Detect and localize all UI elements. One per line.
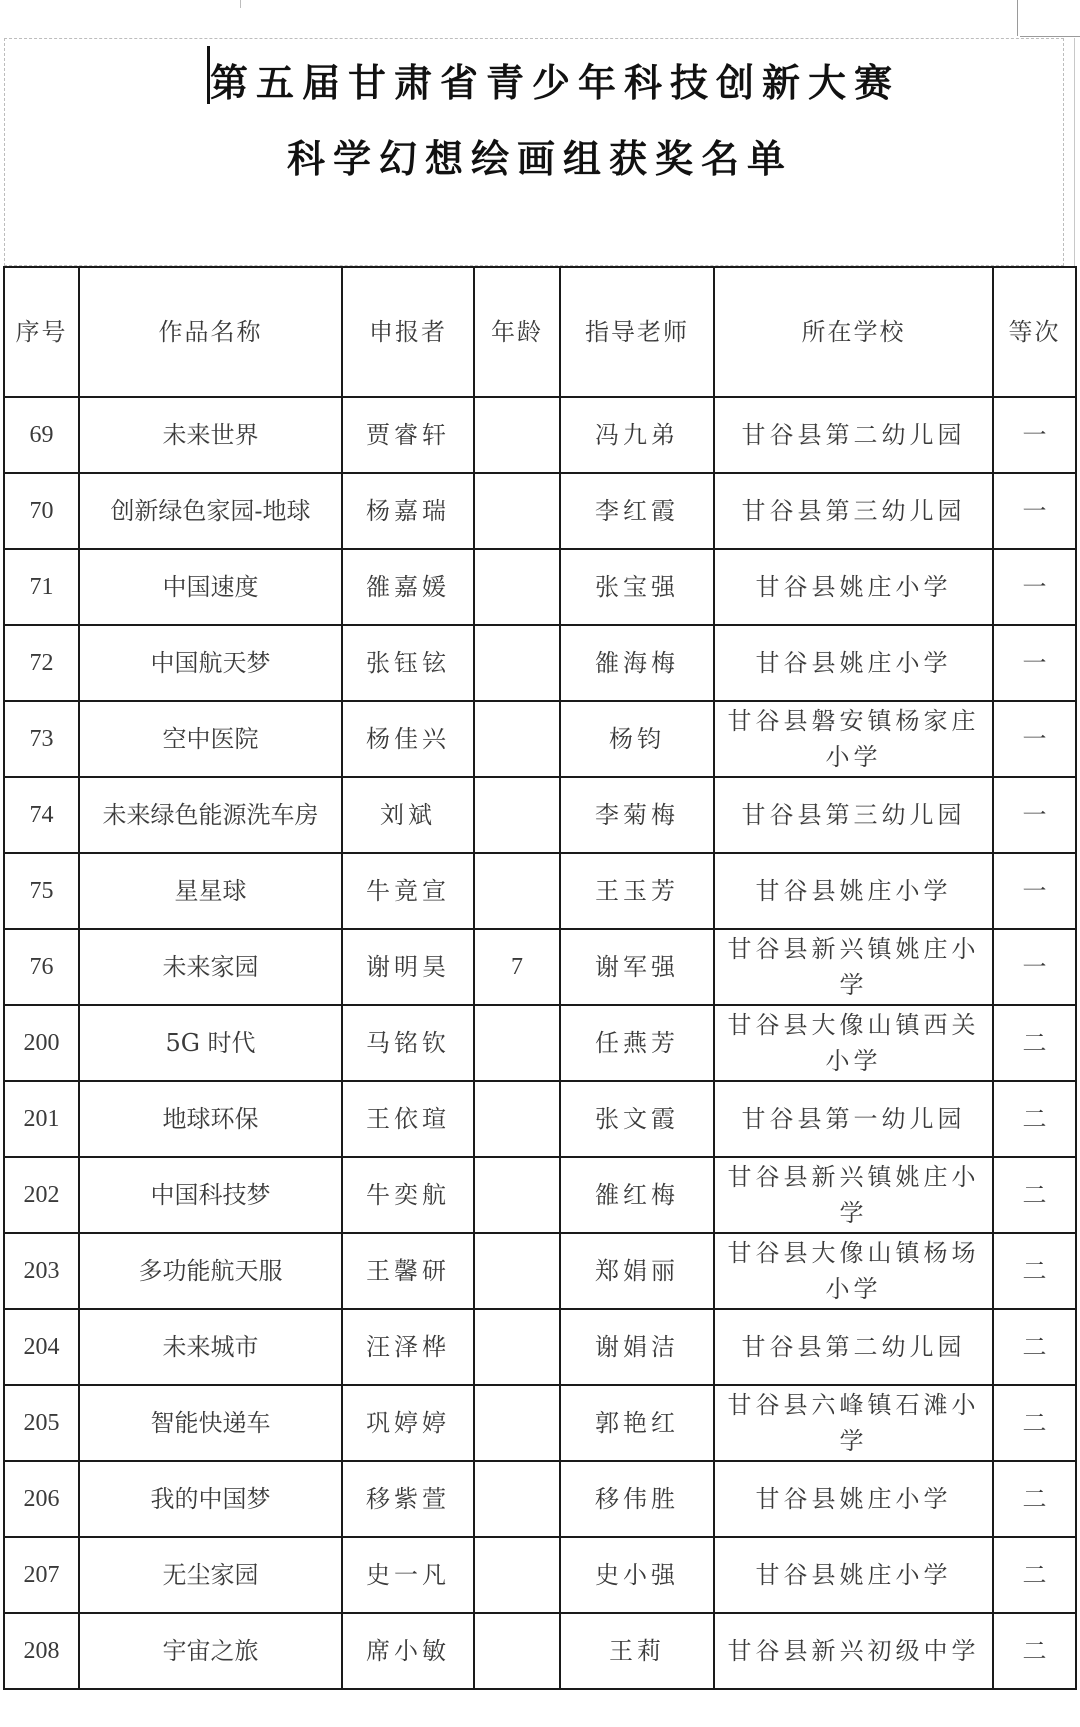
cell-grade: 二 (993, 1537, 1076, 1613)
cell-applicant: 王馨研 (342, 1233, 474, 1309)
cell-grade: 二 (993, 1157, 1076, 1233)
cell-grade: 二 (993, 1233, 1076, 1309)
cell-work: 星星球 (79, 853, 342, 929)
cell-age: 7 (474, 929, 560, 1005)
cell-applicant: 贾睿轩 (342, 397, 474, 473)
table-row (4, 1461, 1076, 1537)
header-age: 年龄 (474, 267, 560, 397)
cell-school: 甘谷县姚庄小学 (714, 625, 993, 701)
cell-teacher: 史小强 (560, 1537, 714, 1613)
cell-age (474, 397, 560, 473)
cell-teacher: 移伟胜 (560, 1461, 714, 1537)
cell-work: 未来城市 (79, 1309, 342, 1385)
cell-seq: 69 (4, 397, 79, 473)
cell-grade: 一 (993, 397, 1076, 473)
cell-applicant: 汪泽桦 (342, 1309, 474, 1385)
cell-seq: 200 (4, 1005, 79, 1081)
cell-teacher: 张宝强 (560, 549, 714, 625)
header-seq: 序号 (4, 267, 79, 397)
cell-grade: 二 (993, 1461, 1076, 1537)
cell-work: 宇宙之旅 (79, 1613, 342, 1689)
cell-grade: 一 (993, 777, 1076, 853)
cell-teacher: 李红霞 (560, 473, 714, 549)
table-row (4, 1537, 1076, 1613)
table-row (4, 701, 1076, 777)
cell-teacher: 郑娟丽 (560, 1233, 714, 1309)
crop-mark (240, 0, 241, 8)
cell-school: 甘谷县新兴镇姚庄小学 (714, 929, 993, 1005)
cell-teacher: 雒海梅 (560, 625, 714, 701)
table-row (4, 1157, 1076, 1233)
cell-age (474, 625, 560, 701)
cell-seq: 70 (4, 473, 79, 549)
cell-applicant: 牛竟宣 (342, 853, 474, 929)
cell-school: 甘谷县姚庄小学 (714, 1461, 993, 1537)
table-body (4, 397, 1076, 1689)
table-row (4, 1613, 1076, 1689)
cell-school: 甘谷县第三幼儿园 (714, 473, 993, 549)
cell-school: 甘谷县大像山镇杨场小学 (714, 1233, 993, 1309)
cell-grade: 二 (993, 1613, 1076, 1689)
cell-work: 无尘家园 (79, 1537, 342, 1613)
cell-seq: 207 (4, 1537, 79, 1613)
cell-seq: 202 (4, 1157, 79, 1233)
cell-age (474, 1461, 560, 1537)
cell-age (474, 1157, 560, 1233)
cell-age (474, 853, 560, 929)
cell-applicant: 谢明昊 (342, 929, 474, 1005)
cell-grade: 二 (993, 1309, 1076, 1385)
cell-teacher: 王玉芳 (560, 853, 714, 929)
cell-school: 甘谷县第三幼儿园 (714, 777, 993, 853)
cell-grade: 二 (993, 1385, 1076, 1461)
cell-seq: 74 (4, 777, 79, 853)
awards-table (3, 266, 1077, 1690)
cell-work: 未来绿色能源洗车房 (79, 777, 342, 853)
cell-age (474, 473, 560, 549)
cell-seq: 76 (4, 929, 79, 1005)
cell-applicant: 马铭钦 (342, 1005, 474, 1081)
cell-seq: 201 (4, 1081, 79, 1157)
cell-age (474, 701, 560, 777)
cell-age (474, 1081, 560, 1157)
cell-seq: 72 (4, 625, 79, 701)
header-row (4, 267, 1076, 397)
table-row (4, 397, 1076, 473)
cell-work: 中国科技梦 (79, 1157, 342, 1233)
header-teacher: 指导老师 (560, 267, 714, 397)
cell-work: 未来世界 (79, 397, 342, 473)
cell-age (474, 549, 560, 625)
header-grade: 等次 (993, 267, 1076, 397)
cell-grade: 二 (993, 1081, 1076, 1157)
cell-grade: 二 (993, 1005, 1076, 1081)
cell-work: 中国航天梦 (79, 625, 342, 701)
cell-work: 创新绿色家园-地球 (79, 473, 342, 549)
cell-applicant: 刘斌 (342, 777, 474, 853)
cell-seq: 204 (4, 1309, 79, 1385)
cell-school: 甘谷县第二幼儿园 (714, 397, 993, 473)
cell-applicant: 巩婷婷 (342, 1385, 474, 1461)
cell-seq: 208 (4, 1613, 79, 1689)
cell-work: 未来家园 (79, 929, 342, 1005)
cell-work: 地球环保 (79, 1081, 342, 1157)
cell-seq: 73 (4, 701, 79, 777)
cell-grade: 一 (993, 473, 1076, 549)
cell-teacher: 雒红梅 (560, 1157, 714, 1233)
cell-teacher: 李菊梅 (560, 777, 714, 853)
cell-applicant: 史一凡 (342, 1537, 474, 1613)
cell-age (474, 777, 560, 853)
cell-applicant: 张钰铉 (342, 625, 474, 701)
cell-applicant: 杨佳兴 (342, 701, 474, 777)
cell-age (474, 1385, 560, 1461)
cell-applicant: 席小敏 (342, 1613, 474, 1689)
cell-age (474, 1613, 560, 1689)
table-row (4, 625, 1076, 701)
table-row (4, 1005, 1076, 1081)
cell-grade: 一 (993, 549, 1076, 625)
cell-teacher: 张文霞 (560, 1081, 714, 1157)
cell-age (474, 1537, 560, 1613)
cell-seq: 75 (4, 853, 79, 929)
table-row (4, 853, 1076, 929)
cell-school: 甘谷县大像山镇西关小学 (714, 1005, 993, 1081)
table-row (4, 1385, 1076, 1461)
document-subtitle: 科学幻想绘画组获奖名单 (286, 136, 793, 181)
table-row (4, 1233, 1076, 1309)
crop-mark (1020, 36, 1080, 37)
cell-teacher: 任燕芳 (560, 1005, 714, 1081)
cell-school: 甘谷县姚庄小学 (714, 853, 993, 929)
cell-applicant: 王依瑄 (342, 1081, 474, 1157)
cell-seq: 206 (4, 1461, 79, 1537)
cell-applicant: 移紫萱 (342, 1461, 474, 1537)
cell-school: 甘谷县新兴镇姚庄小学 (714, 1157, 993, 1233)
cell-teacher: 谢娟洁 (560, 1309, 714, 1385)
cell-school: 甘谷县姚庄小学 (714, 1537, 993, 1613)
cell-work: 智能快递车 (79, 1385, 342, 1461)
table-row (4, 1309, 1076, 1385)
table-row (4, 473, 1076, 549)
document-title: 第五届甘肃省青少年科技创新大赛 (209, 60, 900, 105)
cell-age (474, 1005, 560, 1081)
cell-school: 甘谷县姚庄小学 (714, 549, 993, 625)
cell-teacher: 王莉 (560, 1613, 714, 1689)
cell-work: 空中医院 (79, 701, 342, 777)
header-applicant: 申报者 (342, 267, 474, 397)
cell-age (474, 1309, 560, 1385)
cell-work: 多功能航天服 (79, 1233, 342, 1309)
header-school: 所在学校 (714, 267, 993, 397)
table-row (4, 1081, 1076, 1157)
cell-school: 甘谷县六峰镇石滩小学 (714, 1385, 993, 1461)
cell-seq: 203 (4, 1233, 79, 1309)
cell-work: 中国速度 (79, 549, 342, 625)
header-work: 作品名称 (79, 267, 342, 397)
cell-work: 5G 时代 (79, 1005, 342, 1081)
cell-applicant: 雒嘉媛 (342, 549, 474, 625)
cell-teacher: 杨钧 (560, 701, 714, 777)
cell-teacher: 谢军强 (560, 929, 714, 1005)
cell-seq: 205 (4, 1385, 79, 1461)
cell-grade: 一 (993, 701, 1076, 777)
cell-grade: 一 (993, 929, 1076, 1005)
cell-seq: 71 (4, 549, 79, 625)
crop-mark (1017, 0, 1018, 36)
table-row (4, 929, 1076, 1005)
table-row (4, 777, 1076, 853)
cell-work: 我的中国梦 (79, 1461, 342, 1537)
cell-school: 甘谷县磐安镇杨家庄小学 (714, 701, 993, 777)
cell-age (474, 1233, 560, 1309)
cell-school: 甘谷县新兴初级中学 (714, 1613, 993, 1689)
cell-grade: 一 (993, 853, 1076, 929)
cell-school: 甘谷县第一幼儿园 (714, 1081, 993, 1157)
cell-applicant: 牛奕航 (342, 1157, 474, 1233)
cell-grade: 一 (993, 625, 1076, 701)
cell-applicant: 杨嘉瑞 (342, 473, 474, 549)
table-row (4, 549, 1076, 625)
cell-teacher: 郭艳红 (560, 1385, 714, 1461)
cell-school: 甘谷县第二幼儿园 (714, 1309, 993, 1385)
cell-teacher: 冯九弟 (560, 397, 714, 473)
